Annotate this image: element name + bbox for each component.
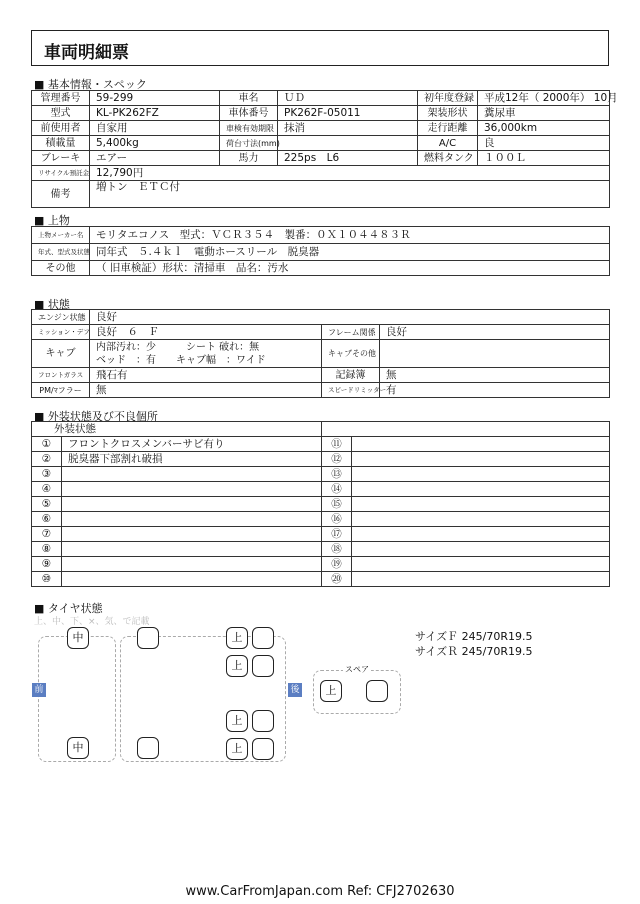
exterior-item-text xyxy=(352,467,610,482)
exterior-item-text xyxy=(352,482,610,497)
exterior-item-number: ⑰ xyxy=(322,527,352,542)
exterior-item-number: ⑭ xyxy=(322,482,352,497)
basic-label: 管理番号 xyxy=(32,91,90,106)
front-label: 前 xyxy=(32,683,46,697)
mission-label: ミッション・デフ xyxy=(32,325,90,340)
basic-label: 初年度登録 xyxy=(418,91,478,106)
basic-value: 36,000km xyxy=(478,121,610,136)
exterior-item-text xyxy=(62,467,322,482)
basic-value: 5,400kg xyxy=(90,136,220,151)
tire-hint: 上、中、下、×、気、で記載 xyxy=(34,617,150,627)
exterior-item-text xyxy=(62,557,322,572)
tire-rear-4-outer: 上 xyxy=(226,738,248,760)
mission-value: 良好 ６ Ｆ xyxy=(90,325,322,340)
notes-value: 増トン ＥＴＣ付 xyxy=(90,181,610,208)
exterior-item-text xyxy=(352,437,610,452)
basic-value: ＵＤ xyxy=(278,91,418,106)
exterior-item-number: ⑱ xyxy=(322,542,352,557)
tire-rear-1-outer: 上 xyxy=(226,627,248,649)
frame-label: フレーム関係 xyxy=(322,325,380,340)
basic-value: １００Ｌ xyxy=(478,151,610,166)
exterior-item-text: 脱臭器下部割れ破損 xyxy=(62,452,322,467)
exterior-item-number: ① xyxy=(32,437,62,452)
basic-value: 自家用 xyxy=(90,121,220,136)
basic-value: PK262F-05011 xyxy=(278,106,418,121)
exterior-item-text xyxy=(62,527,322,542)
body-value: （ 旧車検証）形状：清掃車 品名：汚水 xyxy=(90,261,610,276)
exterior-subheading-blank xyxy=(322,422,610,437)
tire-rear-3-outer: 上 xyxy=(226,710,248,732)
engine-label: エンジン状態 xyxy=(32,310,90,325)
basic-label: ブレーキ xyxy=(32,151,90,166)
tire-rear-2-inner xyxy=(252,655,274,677)
recycle-value: 12,790円 xyxy=(90,166,610,181)
exterior-item-text xyxy=(62,497,322,512)
exterior-item-text xyxy=(352,452,610,467)
exterior-item-number: ② xyxy=(32,452,62,467)
basic-value: 59-299 xyxy=(90,91,220,106)
exterior-item-number: ⑯ xyxy=(322,512,352,527)
exterior-item-text: フロントクロスメンバーサビ有り xyxy=(62,437,322,452)
basic-label: 型式 xyxy=(32,106,90,121)
basic-label: 荷台寸法(mm) xyxy=(220,136,278,151)
exterior-item-number: ⑨ xyxy=(32,557,62,572)
exterior-item-number: ③ xyxy=(32,467,62,482)
exterior-item-text xyxy=(352,497,610,512)
section-basic-heading: ■ 基本情報・スペック xyxy=(34,78,147,91)
exterior-item-number: ⑧ xyxy=(32,542,62,557)
muffler-label: PM/ﾏフラー xyxy=(32,383,90,398)
exterior-item-text xyxy=(352,572,610,587)
record-value: 無 xyxy=(380,368,610,383)
tire-spare-2 xyxy=(366,680,388,702)
exterior-item-text xyxy=(352,512,610,527)
exterior-item-number: ⑤ xyxy=(32,497,62,512)
basic-label: 車名 xyxy=(220,91,278,106)
basic-value: 225ps L6 xyxy=(278,151,418,166)
section-tire-heading: ■ タイヤ状態 xyxy=(34,602,103,615)
tire-size-rear: サイズＲ 245/70R19.5 xyxy=(415,645,533,658)
exterior-item-number: ⑦ xyxy=(32,527,62,542)
exterior-item-number: ④ xyxy=(32,482,62,497)
exterior-item-number: ⑳ xyxy=(322,572,352,587)
basic-value xyxy=(278,136,418,151)
limiter-label: スピードリミッター xyxy=(322,383,380,398)
condition-table xyxy=(31,309,610,398)
exterior-item-text xyxy=(62,572,322,587)
exterior-item-text xyxy=(62,512,322,527)
exterior-item-number: ⑬ xyxy=(322,467,352,482)
basic-label: A/C xyxy=(418,136,478,151)
title-box xyxy=(31,30,609,66)
basic-label: 前使用者 xyxy=(32,121,90,136)
tire-rear-3-inner xyxy=(252,710,274,732)
tire-rear-4-inner xyxy=(252,738,274,760)
exterior-subheading: 外装状態 xyxy=(32,422,322,437)
limiter-value: 有 xyxy=(380,383,610,398)
page-title: 車両明細票 xyxy=(44,43,129,63)
exterior-item-text xyxy=(352,542,610,557)
basic-value: 糞尿車 xyxy=(478,106,610,121)
exterior-item-number: ⑪ xyxy=(322,437,352,452)
cab-other-value xyxy=(380,340,610,368)
body-label: その他 xyxy=(32,261,90,276)
frame-value: 良好 xyxy=(380,325,610,340)
basic-label: 積載量 xyxy=(32,136,90,151)
exterior-table xyxy=(31,421,610,587)
body-label: 年式、型式及状態 xyxy=(32,244,90,261)
tire-front-left: 中 xyxy=(67,627,89,649)
section-exterior-heading: ■ 外装状態及び不良個所 xyxy=(34,410,158,423)
basic-label: 車検有効期限 xyxy=(220,121,278,136)
muffler-value: 無 xyxy=(90,383,322,398)
exterior-item-text xyxy=(352,527,610,542)
tire-mid-right xyxy=(137,737,159,759)
cab-detail xyxy=(90,340,322,368)
basic-label: 走行距離 xyxy=(418,121,478,136)
exterior-item-number: ⑫ xyxy=(322,452,352,467)
basic-label: 車体番号 xyxy=(220,106,278,121)
tire-front-right: 中 xyxy=(67,737,89,759)
body-value: 同年式 ５.４ｋｌ 電動ホースリール 脱臭器 xyxy=(90,244,610,261)
tire-rear-1-inner xyxy=(252,627,274,649)
tire-size-front: サイズＦ 245/70R19.5 xyxy=(415,630,533,643)
engine-value: 良好 xyxy=(90,310,610,325)
glass-label: フロントガラス xyxy=(32,368,90,383)
cab-line-2: ベッド ：有 キャブ幅 ：ワイド xyxy=(96,354,266,366)
notes-label: 備考 xyxy=(32,181,90,208)
exterior-item-text xyxy=(62,542,322,557)
exterior-item-number: ⑮ xyxy=(322,497,352,512)
exterior-item-number: ⑥ xyxy=(32,512,62,527)
record-label: 記録簿 xyxy=(322,368,380,383)
basic-info-table xyxy=(31,90,618,208)
footer-ref: www.CarFromJapan.com Ref: CFJ2702630 xyxy=(185,884,455,899)
body-table xyxy=(31,226,610,276)
tire-mid-left xyxy=(137,627,159,649)
cab-line-1: 内部汚れ：少 シート 破れ：無 xyxy=(96,341,260,353)
spare-label: スペア xyxy=(345,665,369,674)
section-condition-heading: ■ 状態 xyxy=(34,298,70,311)
glass-value: 飛石有 xyxy=(90,368,322,383)
basic-value: エアー xyxy=(90,151,220,166)
exterior-item-number: ⑲ xyxy=(322,557,352,572)
basic-value: 平成12年（ 2000年） 10月 xyxy=(478,91,610,106)
basic-value: 抹消 xyxy=(278,121,418,136)
tire-spare-1: 上 xyxy=(320,680,342,702)
rear-label: 後 xyxy=(288,683,302,697)
tire-rear-2-outer: 上 xyxy=(226,655,248,677)
basic-label: 架装形状 xyxy=(418,106,478,121)
basic-value: KL-PK262FZ xyxy=(90,106,220,121)
body-label: 上物メーカー名 xyxy=(32,227,90,244)
recycle-label: リサイクル預託金 xyxy=(32,166,90,181)
body-value: モリタエコノス 型式：ＶＣＲ３５４ 製番：０Ｘ１０４４８３Ｒ xyxy=(90,227,610,244)
section-body-heading: ■ 上物 xyxy=(34,214,70,227)
basic-value: 良 xyxy=(478,136,610,151)
exterior-item-text xyxy=(352,557,610,572)
exterior-item-text xyxy=(62,482,322,497)
exterior-item-number: ⑩ xyxy=(32,572,62,587)
basic-label: 燃料タンク xyxy=(418,151,478,166)
basic-label: 馬力 xyxy=(220,151,278,166)
cab-other-label: キャブその他 xyxy=(322,340,380,368)
cab-label: キャブ xyxy=(32,340,90,368)
